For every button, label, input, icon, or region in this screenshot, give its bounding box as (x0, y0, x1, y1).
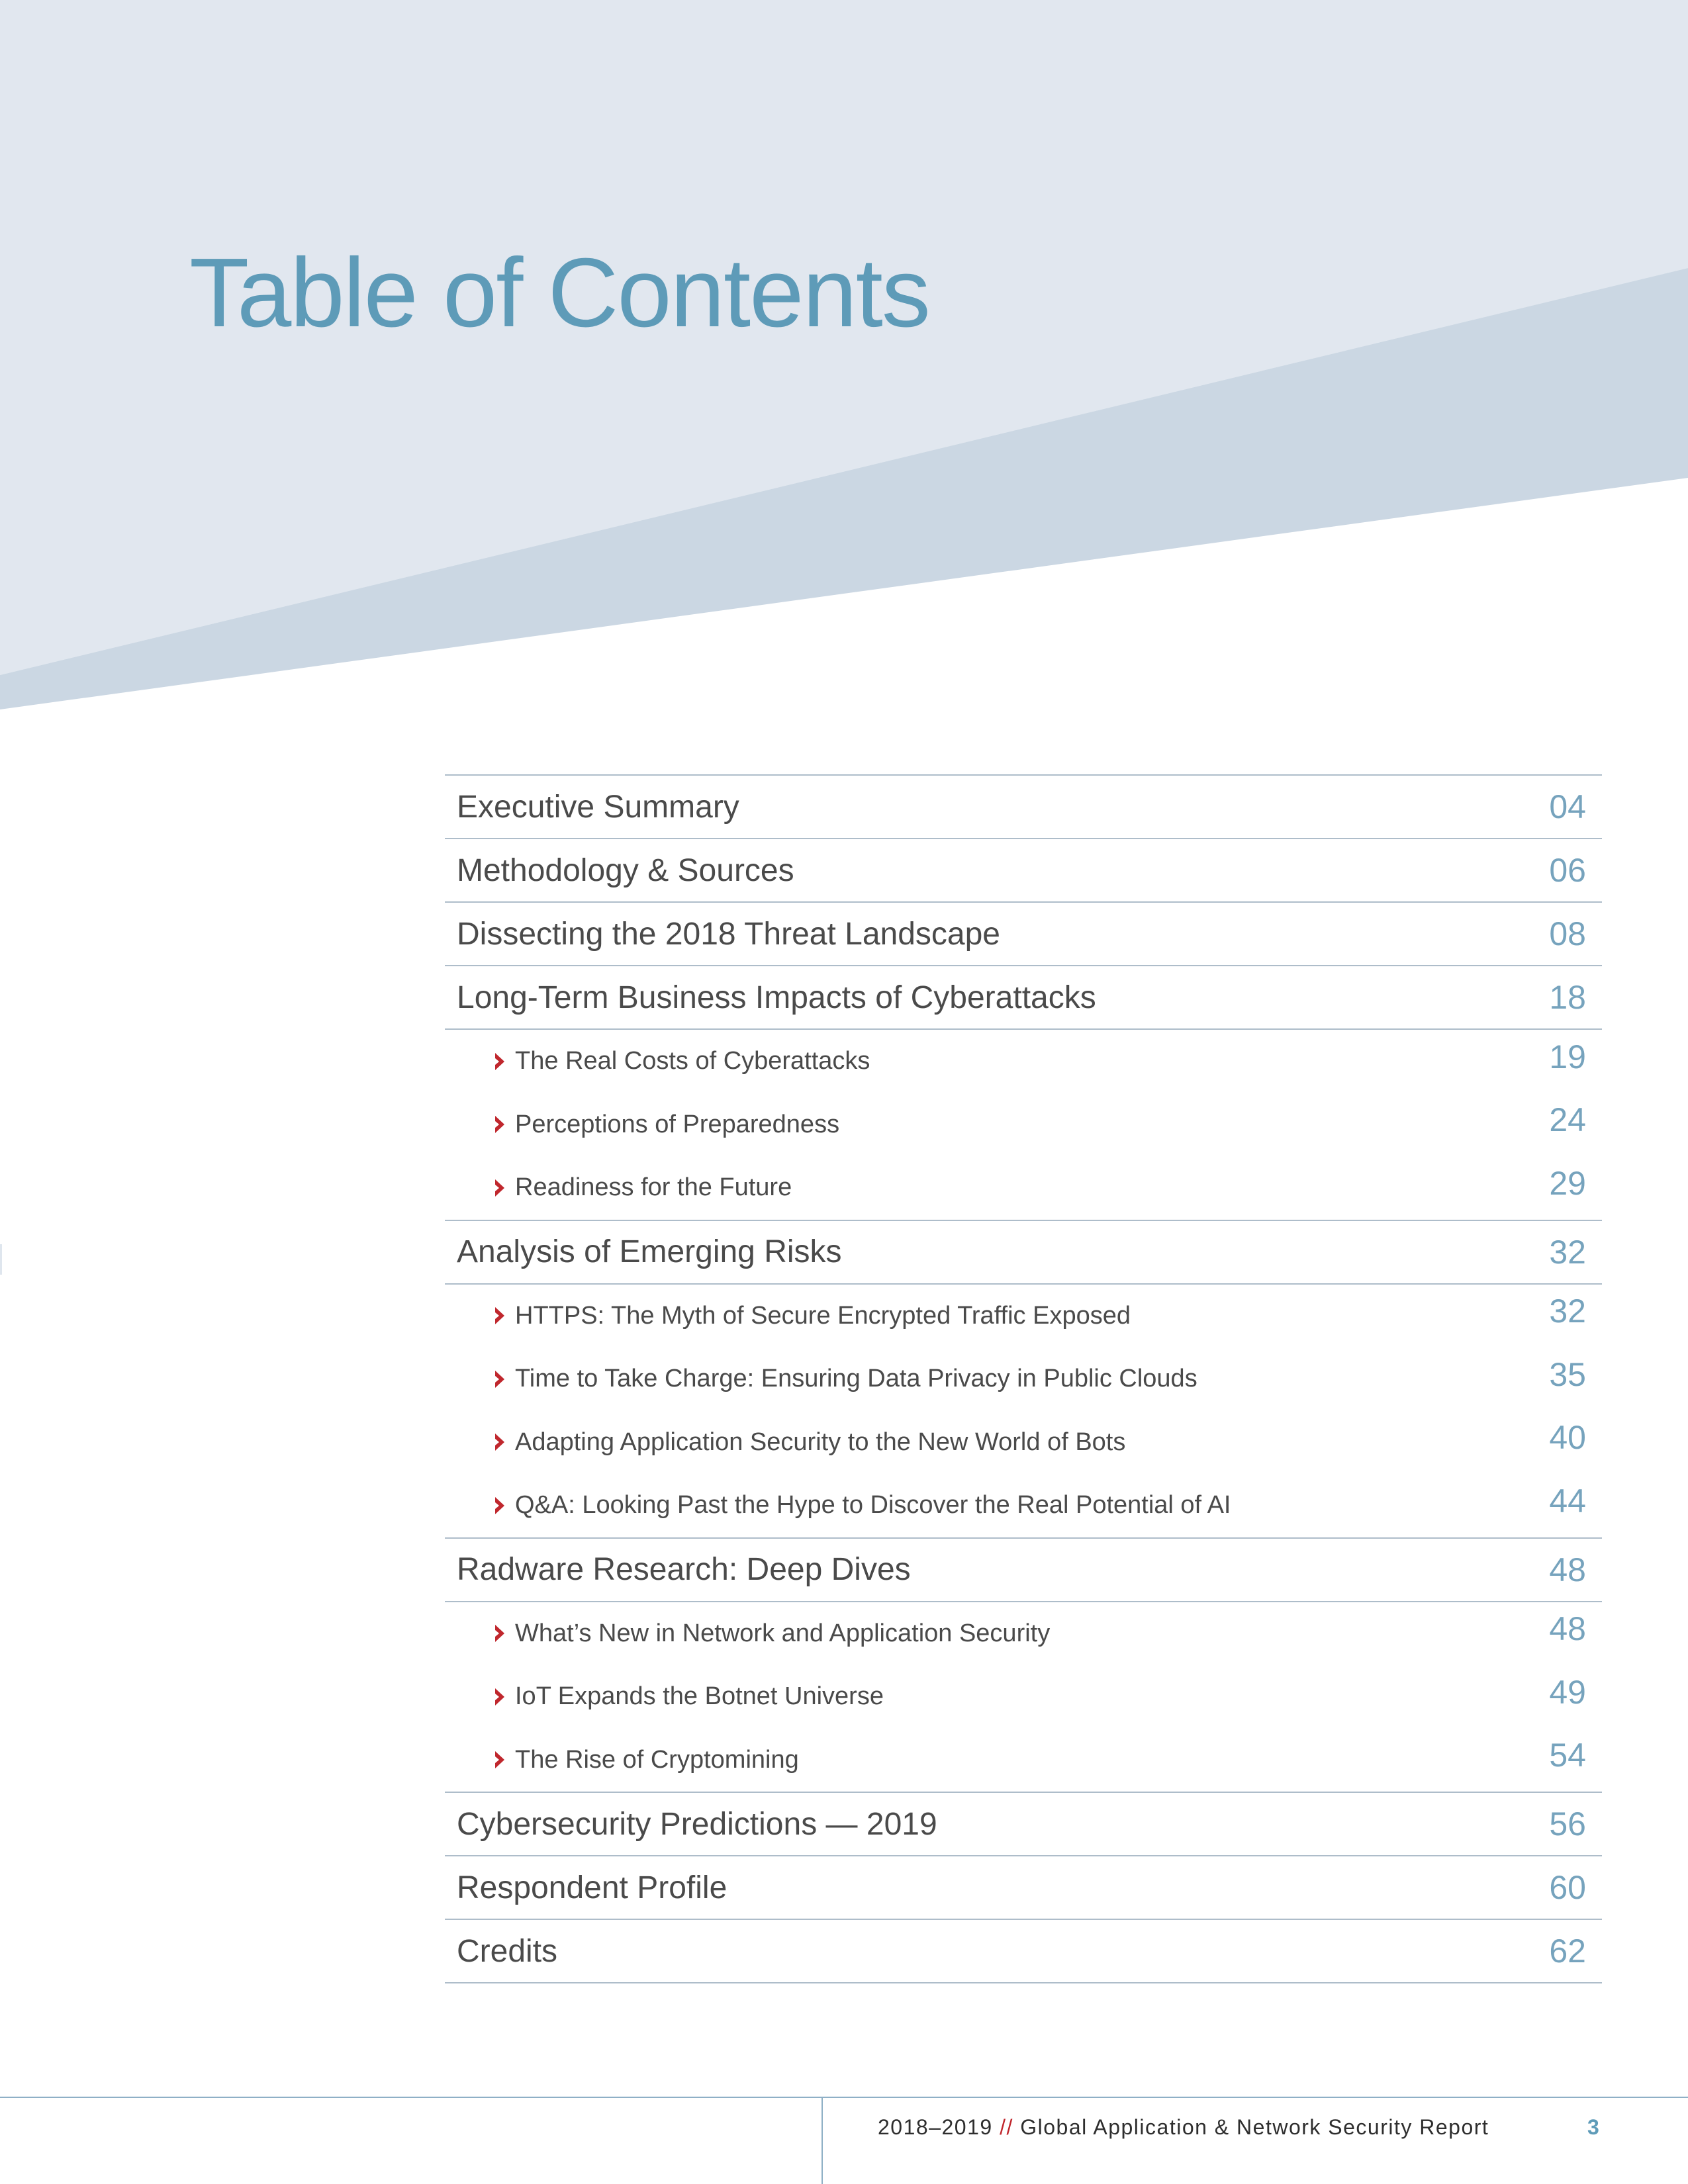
chevron-right-icon (495, 1433, 504, 1451)
chevron-right-icon (495, 1179, 504, 1197)
footer-rule (0, 2097, 1688, 2098)
toc-section-page: 62 (1549, 1933, 1586, 1970)
toc-subsection-page: 48 (1549, 1610, 1586, 1648)
toc-subsection-title: Adapting Application Security to the New World of Bots (515, 1428, 1126, 1456)
toc-subsection-left (495, 1047, 870, 1075)
chevron-right-icon (495, 1116, 504, 1133)
table-of-contents (445, 774, 1602, 1983)
footer-separator: // (1000, 2115, 1013, 2139)
toc-section[interactable] (445, 966, 1602, 1028)
toc-subsection-title: The Rise of Cryptomining (515, 1745, 799, 1774)
toc-section-page: 56 (1549, 1805, 1586, 1843)
footer-report-title (878, 2115, 1489, 2140)
toc-subsection-page: 40 (1549, 1419, 1586, 1457)
toc-subsection-page: 24 (1549, 1101, 1586, 1139)
page-title: Table of Contents (189, 238, 929, 348)
chevron-right-icon (495, 1307, 504, 1324)
toc-subsection-title: Q&A: Looking Past the Hype to Discover the Real Potential of AI (515, 1491, 1231, 1520)
toc-subsection-left (495, 1111, 839, 1139)
footer-page-number: 3 (1587, 2115, 1599, 2139)
toc-section-title: Dissecting the 2018 Threat Landscape (457, 916, 1000, 952)
toc-subsection[interactable] (445, 1156, 1602, 1220)
toc-section-page: 32 (1549, 1233, 1586, 1271)
toc-section-page: 48 (1549, 1551, 1586, 1588)
toc-subsection[interactable] (445, 1411, 1602, 1475)
toc-divider (445, 1982, 1602, 1983)
toc-section-title: Analysis of Emerging Risks (457, 1234, 842, 1269)
toc-subsection-title: Time to Take Charge: Ensuring Data Privacy in Public Clouds (515, 1365, 1197, 1393)
toc-section-title: Cybersecurity Predictions — 2019 (457, 1806, 937, 1842)
toc-subsection-left (495, 1619, 1050, 1648)
toc-subsection[interactable] (445, 1665, 1602, 1729)
toc-subsection-page: 32 (1549, 1293, 1586, 1330)
toc-section[interactable] (445, 903, 1602, 965)
toc-subsection-left (495, 1746, 799, 1774)
toc-subsection-left (495, 1173, 792, 1202)
toc-subsection-left (495, 1365, 1197, 1393)
chevron-right-icon (495, 1751, 504, 1768)
toc-subsection[interactable] (445, 1285, 1602, 1348)
footer-years: 2018–2019 (878, 2115, 993, 2139)
chevron-right-icon (495, 1497, 504, 1514)
toc-subsection[interactable] (445, 1347, 1602, 1411)
toc-subsection-title: IoT Expands the Botnet Universe (515, 1682, 884, 1711)
toc-section-title: Methodology & Sources (457, 852, 794, 888)
chevron-right-icon (495, 1053, 504, 1070)
chevron-right-icon (495, 1688, 504, 1706)
toc-subsection[interactable] (445, 1030, 1602, 1093)
toc-section-page: 06 (1549, 852, 1586, 889)
toc-section-page: 04 (1549, 788, 1586, 825)
toc-subsection-left (495, 1302, 1131, 1330)
toc-subsection[interactable] (445, 1729, 1602, 1792)
edge-mark (0, 1244, 2, 1275)
toc-section[interactable] (445, 1221, 1602, 1283)
toc-subsection-left (495, 1682, 884, 1711)
toc-section[interactable] (445, 1793, 1602, 1855)
toc-subsection-page: 54 (1549, 1737, 1586, 1774)
footer-report-name: Global Application & Network Security Report (1020, 2115, 1489, 2139)
toc-section-title: Executive Summary (457, 789, 739, 825)
toc-section[interactable] (445, 1856, 1602, 1919)
toc-section[interactable] (445, 839, 1602, 901)
footer-divider (821, 2097, 823, 2184)
toc-subsection-title: HTTPS: The Myth of Secure Encrypted Traffic Exposed (515, 1301, 1131, 1330)
toc-section[interactable] (445, 1920, 1602, 1982)
toc-subsection-title: Readiness for the Future (515, 1173, 792, 1202)
toc-section-title: Radware Research: Deep Dives (457, 1552, 911, 1587)
toc-subsection-left (495, 1428, 1125, 1457)
toc-section-page: 18 (1549, 979, 1586, 1016)
toc-section[interactable] (445, 776, 1602, 838)
toc-section-title: Respondent Profile (457, 1870, 727, 1905)
toc-section-title: Long-Term Business Impacts of Cyberattacks (457, 979, 1096, 1015)
toc-subsection-page: 49 (1549, 1673, 1586, 1711)
toc-subsection[interactable] (445, 1602, 1602, 1666)
toc-subsection-page: 44 (1549, 1482, 1586, 1520)
toc-section[interactable] (445, 1539, 1602, 1601)
toc-section-title: Credits (457, 1933, 558, 1969)
toc-section-page: 60 (1549, 1869, 1586, 1906)
toc-subsection-title: What’s New in Network and Application Security (515, 1619, 1051, 1647)
toc-subsection-page: 29 (1549, 1164, 1586, 1202)
chevron-right-icon (495, 1371, 504, 1388)
toc-section-page: 08 (1549, 915, 1586, 952)
chevron-right-icon (495, 1625, 504, 1642)
toc-subsection-left (495, 1491, 1231, 1520)
toc-subsection[interactable] (445, 1474, 1602, 1537)
toc-subsection[interactable] (445, 1093, 1602, 1157)
toc-subsection-title: The Real Costs of Cyberattacks (515, 1047, 870, 1075)
toc-subsection-page: 19 (1549, 1038, 1586, 1075)
toc-subsection-title: Perceptions of Preparedness (515, 1110, 840, 1138)
toc-subsection-page: 35 (1549, 1355, 1586, 1393)
